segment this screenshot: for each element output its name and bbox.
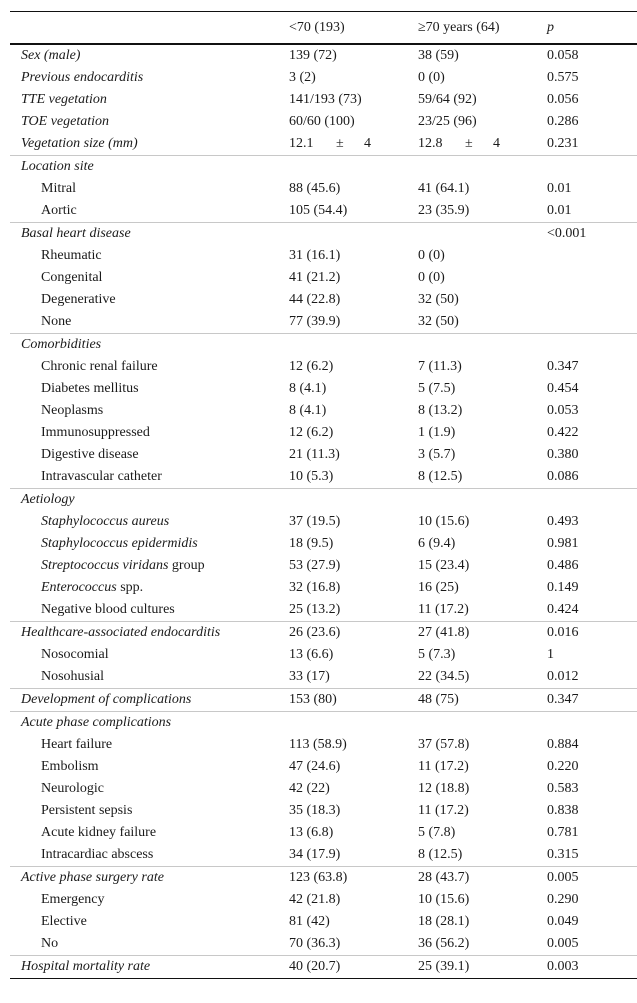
value-70-plus: 18 (28.1) bbox=[418, 914, 470, 929]
table-row bbox=[10, 267, 637, 289]
value-under-70 bbox=[289, 489, 418, 512]
table-row bbox=[10, 577, 637, 599]
data-table bbox=[10, 11, 637, 979]
value-70-plus: 8 (12.5) bbox=[418, 469, 463, 484]
row-label bbox=[10, 511, 289, 533]
value-under-70: 105 (54.4) bbox=[289, 203, 348, 218]
p-value bbox=[547, 267, 637, 289]
p-value bbox=[547, 289, 637, 311]
value-under-70: 141/193 (73) bbox=[289, 92, 362, 107]
value-70-plus-plus-minus: ± bbox=[465, 136, 473, 151]
value-70-plus: 59/64 (92) bbox=[418, 92, 477, 107]
value-under-70: 8 (4.1) bbox=[289, 381, 327, 396]
table-row bbox=[10, 67, 637, 89]
p-value: 0.005 bbox=[547, 867, 637, 890]
value-70-plus: 22 (34.5) bbox=[418, 669, 470, 684]
row-label: TOE vegetation bbox=[21, 114, 110, 129]
value-70-plus: 11 (17.2) bbox=[418, 803, 469, 818]
p-value: 0.005 bbox=[547, 936, 579, 951]
row-label-suffix: spp. bbox=[116, 580, 144, 595]
value-under-70: 47 (24.6) bbox=[289, 759, 341, 774]
p-value: 0.493 bbox=[547, 514, 579, 529]
p-value: 0.01 bbox=[547, 203, 572, 218]
p-value: 0.058 bbox=[547, 48, 579, 63]
value-70-plus: 8 (13.2) bbox=[418, 403, 463, 418]
row-label: Basal heart disease bbox=[10, 223, 289, 246]
row-label: Sex (male) bbox=[21, 48, 81, 63]
p-value: 0.286 bbox=[547, 114, 579, 129]
value-under-70: 33 (17) bbox=[289, 669, 330, 684]
table-row bbox=[10, 334, 637, 357]
value-under-70 bbox=[289, 133, 418, 156]
row-label: Acute phase complications bbox=[10, 712, 289, 735]
p-value: 1 bbox=[547, 647, 554, 662]
table-row bbox=[10, 756, 637, 778]
value-70-plus: 15 (23.4) bbox=[418, 558, 470, 573]
row-label: Active phase surgery rate bbox=[10, 867, 289, 890]
table-row bbox=[10, 89, 637, 111]
p-value: 0.053 bbox=[547, 403, 579, 418]
value-under-70: 3 (2) bbox=[289, 70, 316, 85]
value-70-plus: 16 (25) bbox=[418, 580, 459, 595]
value-under-70: 139 (72) bbox=[289, 48, 337, 63]
p-value: 0.380 bbox=[547, 447, 579, 462]
value-under-70: 35 (18.3) bbox=[289, 803, 341, 818]
p-value bbox=[547, 245, 637, 267]
header-variable bbox=[10, 12, 289, 45]
value-under-70: 113 (58.9) bbox=[289, 737, 347, 752]
table-row bbox=[10, 200, 637, 223]
p-value: 0.049 bbox=[547, 914, 579, 929]
p-value: 0.220 bbox=[547, 759, 579, 774]
table-row bbox=[10, 44, 637, 67]
p-value bbox=[547, 311, 637, 334]
table-row bbox=[10, 245, 637, 267]
value-under-70-mean: 12.1 bbox=[289, 136, 314, 151]
table-row bbox=[10, 778, 637, 800]
value-under-70: 37 (19.5) bbox=[289, 514, 341, 529]
value-70-plus: 11 (17.2) bbox=[418, 759, 469, 774]
p-value: 0.781 bbox=[547, 825, 579, 840]
table-row bbox=[10, 889, 637, 911]
value-70-plus: 3 (5.7) bbox=[418, 447, 456, 462]
value-under-70: 123 (63.8) bbox=[289, 867, 418, 890]
value-70-plus: 37 (57.8) bbox=[418, 737, 470, 752]
table-row bbox=[10, 156, 637, 179]
value-70-plus: 32 (50) bbox=[418, 292, 459, 307]
value-70-plus: 36 (56.2) bbox=[418, 936, 470, 951]
value-under-70: 34 (17.9) bbox=[289, 847, 341, 862]
value-under-70: 42 (22) bbox=[289, 781, 330, 796]
table-row bbox=[10, 444, 637, 466]
table-header-row bbox=[10, 12, 637, 45]
value-under-70: 18 (9.5) bbox=[289, 536, 334, 551]
table-row bbox=[10, 911, 637, 933]
table-row bbox=[10, 666, 637, 689]
value-70-plus: 10 (15.6) bbox=[418, 892, 470, 907]
row-label: Vegetation size (mm) bbox=[21, 136, 138, 151]
value-70-plus bbox=[418, 156, 547, 179]
row-label: Mitral bbox=[41, 181, 76, 196]
value-under-70: 44 (22.8) bbox=[289, 292, 341, 307]
value-under-70: 12 (6.2) bbox=[289, 359, 334, 374]
value-under-70: 12 (6.2) bbox=[289, 425, 334, 440]
value-under-70 bbox=[289, 712, 418, 735]
value-under-70: 53 (27.9) bbox=[289, 558, 341, 573]
table-row bbox=[10, 599, 637, 622]
row-label: Nosohusial bbox=[41, 669, 104, 684]
value-under-70: 60/60 (100) bbox=[289, 114, 355, 129]
row-label-suffix: group bbox=[168, 558, 205, 573]
row-label: Immunosuppressed bbox=[41, 425, 150, 440]
p-value: 0.575 bbox=[547, 70, 579, 85]
row-label bbox=[10, 577, 289, 599]
value-under-70 bbox=[289, 156, 418, 179]
table-row bbox=[10, 644, 637, 666]
p-value bbox=[547, 156, 637, 179]
row-label-species: Staphylococcus aureus bbox=[41, 514, 170, 529]
value-70-plus-mean: 12.8 bbox=[418, 136, 443, 151]
row-label: Nosocomial bbox=[41, 647, 109, 662]
row-label: Rheumatic bbox=[41, 248, 102, 263]
table-row bbox=[10, 800, 637, 822]
p-value: 0.347 bbox=[547, 359, 579, 374]
p-value: 0.838 bbox=[547, 803, 579, 818]
value-70-plus: 25 (39.1) bbox=[418, 956, 547, 979]
value-70-plus: 23 (35.9) bbox=[418, 203, 470, 218]
table-row bbox=[10, 933, 637, 956]
value-70-plus: 32 (50) bbox=[418, 314, 459, 329]
row-label: Acute kidney failure bbox=[41, 825, 157, 840]
table-row bbox=[10, 844, 637, 867]
value-under-70 bbox=[289, 334, 418, 357]
row-label: Location site bbox=[10, 156, 289, 179]
table-row bbox=[10, 133, 637, 156]
row-label: Aortic bbox=[41, 203, 77, 218]
table-row bbox=[10, 822, 637, 844]
value-70-plus: 10 (15.6) bbox=[418, 514, 470, 529]
value-under-70: 13 (6.6) bbox=[289, 647, 334, 662]
table-row bbox=[10, 223, 637, 246]
value-under-70 bbox=[289, 223, 418, 246]
row-label: Heart failure bbox=[41, 737, 113, 752]
value-70-plus: 12 (18.8) bbox=[418, 781, 470, 796]
row-label: Congenital bbox=[41, 270, 103, 285]
table-row bbox=[10, 956, 637, 979]
value-under-70: 41 (21.2) bbox=[289, 270, 341, 285]
value-70-plus: 5 (7.5) bbox=[418, 381, 456, 396]
table-row bbox=[10, 289, 637, 311]
row-label-species: Enterococcus bbox=[41, 580, 117, 595]
row-label-species: Streptococcus viridans bbox=[41, 558, 169, 573]
row-label-species: Staphylococcus epidermidis bbox=[41, 536, 198, 551]
value-70-plus: 5 (7.8) bbox=[418, 825, 456, 840]
table-row bbox=[10, 867, 637, 890]
table-row bbox=[10, 689, 637, 712]
value-70-plus: 41 (64.1) bbox=[418, 181, 470, 196]
value-under-70: 25 (13.2) bbox=[289, 602, 341, 617]
value-70-plus: 0 (0) bbox=[418, 248, 445, 263]
p-value: 0.422 bbox=[547, 425, 579, 440]
table-row bbox=[10, 734, 637, 756]
value-70-plus: 38 (59) bbox=[418, 48, 459, 63]
value-70-plus: 23/25 (96) bbox=[418, 114, 477, 129]
value-under-70: 88 (45.6) bbox=[289, 181, 341, 196]
row-label: Comorbidities bbox=[10, 334, 289, 357]
value-under-70: 32 (16.8) bbox=[289, 580, 341, 595]
row-label: Negative blood cultures bbox=[41, 602, 175, 617]
table-row bbox=[10, 178, 637, 200]
value-under-70: 13 (6.8) bbox=[289, 825, 334, 840]
value-70-plus: 1 (1.9) bbox=[418, 425, 456, 440]
p-value: 0.981 bbox=[547, 536, 579, 551]
value-under-70: 153 (80) bbox=[289, 689, 418, 712]
value-under-70: 31 (16.1) bbox=[289, 248, 341, 263]
value-70-plus: 11 (17.2) bbox=[418, 602, 469, 617]
p-value: 0.016 bbox=[547, 622, 637, 645]
value-70-plus bbox=[418, 334, 547, 357]
p-value: 0.315 bbox=[547, 847, 579, 862]
value-70-plus: 0 (0) bbox=[418, 270, 445, 285]
value-70-plus: 5 (7.3) bbox=[418, 647, 456, 662]
value-70-plus bbox=[418, 133, 547, 156]
value-70-plus bbox=[418, 489, 547, 512]
value-under-70: 42 (21.8) bbox=[289, 892, 341, 907]
row-label: Hospital mortality rate bbox=[10, 956, 289, 979]
row-label: Intracardiac abscess bbox=[41, 847, 154, 862]
row-label: Neurologic bbox=[41, 781, 104, 796]
p-value: 0.583 bbox=[547, 781, 579, 796]
value-under-70: 81 (42) bbox=[289, 914, 330, 929]
value-under-70-sd: 4 bbox=[364, 136, 371, 151]
value-under-70: 70 (36.3) bbox=[289, 936, 341, 951]
row-label: Persistent sepsis bbox=[41, 803, 133, 818]
row-label: None bbox=[41, 314, 72, 329]
p-value: 0.012 bbox=[547, 669, 579, 684]
p-value: 0.231 bbox=[547, 136, 579, 151]
row-label: Elective bbox=[41, 914, 87, 929]
value-70-plus: 6 (9.4) bbox=[418, 536, 456, 551]
table-row bbox=[10, 422, 637, 444]
value-70-plus: 28 (43.7) bbox=[418, 867, 547, 890]
p-value: 0.347 bbox=[547, 689, 637, 712]
p-value bbox=[547, 334, 637, 357]
p-value: 0.884 bbox=[547, 737, 579, 752]
header-p-value: p bbox=[547, 12, 637, 45]
row-label: Digestive disease bbox=[41, 447, 139, 462]
p-value: 0.454 bbox=[547, 381, 579, 396]
value-under-70: 40 (20.7) bbox=[289, 956, 418, 979]
row-label: Neoplasms bbox=[41, 403, 104, 418]
row-label bbox=[10, 533, 289, 555]
table-row bbox=[10, 712, 637, 735]
value-70-plus: 7 (11.3) bbox=[418, 359, 462, 374]
value-under-70-plus-minus: ± bbox=[336, 136, 344, 151]
row-label bbox=[10, 555, 289, 577]
p-value: 0.149 bbox=[547, 580, 579, 595]
value-70-plus bbox=[418, 223, 547, 246]
table-row bbox=[10, 511, 637, 533]
row-label: Chronic renal failure bbox=[41, 359, 158, 374]
table-row bbox=[10, 311, 637, 334]
row-label: Diabetes mellitus bbox=[41, 381, 139, 396]
value-under-70: 10 (5.3) bbox=[289, 469, 334, 484]
row-label: Healthcare-associated endocarditis bbox=[10, 622, 289, 645]
row-label: Emergency bbox=[41, 892, 105, 907]
p-value: <0.001 bbox=[547, 223, 637, 246]
p-value: 0.424 bbox=[547, 602, 579, 617]
row-label: Degenerative bbox=[41, 292, 116, 307]
row-label: Development of complications bbox=[10, 689, 289, 712]
value-70-plus: 0 (0) bbox=[418, 70, 445, 85]
row-label: Previous endocarditis bbox=[21, 70, 144, 85]
value-70-plus-sd: 4 bbox=[493, 136, 500, 151]
table-row bbox=[10, 533, 637, 555]
header-under-70: <70 (193) bbox=[289, 12, 418, 45]
table-body bbox=[10, 44, 637, 979]
value-70-plus: 48 (75) bbox=[418, 689, 547, 712]
p-value: 0.486 bbox=[547, 558, 579, 573]
value-under-70: 77 (39.9) bbox=[289, 314, 341, 329]
table-row bbox=[10, 378, 637, 400]
row-label: TTE vegetation bbox=[21, 92, 107, 107]
p-value: 0.003 bbox=[547, 956, 637, 979]
value-70-plus: 27 (41.8) bbox=[418, 622, 547, 645]
table-row bbox=[10, 489, 637, 512]
value-under-70: 26 (23.6) bbox=[289, 622, 418, 645]
row-label: No bbox=[41, 936, 59, 951]
value-70-plus: 8 (12.5) bbox=[418, 847, 463, 862]
row-label: Embolism bbox=[41, 759, 99, 774]
p-value bbox=[547, 712, 637, 735]
p-value: 0.01 bbox=[547, 181, 572, 196]
p-value: 0.086 bbox=[547, 469, 579, 484]
value-under-70: 21 (11.3) bbox=[289, 447, 340, 462]
p-value bbox=[547, 489, 637, 512]
table-row bbox=[10, 356, 637, 378]
p-value: 0.290 bbox=[547, 892, 579, 907]
p-value: 0.056 bbox=[547, 92, 579, 107]
table-row bbox=[10, 111, 637, 133]
header-70-plus: ≥70 years (64) bbox=[418, 12, 547, 45]
row-label: Intravascular catheter bbox=[41, 469, 162, 484]
table-row bbox=[10, 622, 637, 645]
table-row bbox=[10, 466, 637, 489]
value-under-70: 8 (4.1) bbox=[289, 403, 327, 418]
table-row bbox=[10, 400, 637, 422]
value-70-plus bbox=[418, 712, 547, 735]
table-row bbox=[10, 555, 637, 577]
row-label: Aetiology bbox=[10, 489, 289, 512]
